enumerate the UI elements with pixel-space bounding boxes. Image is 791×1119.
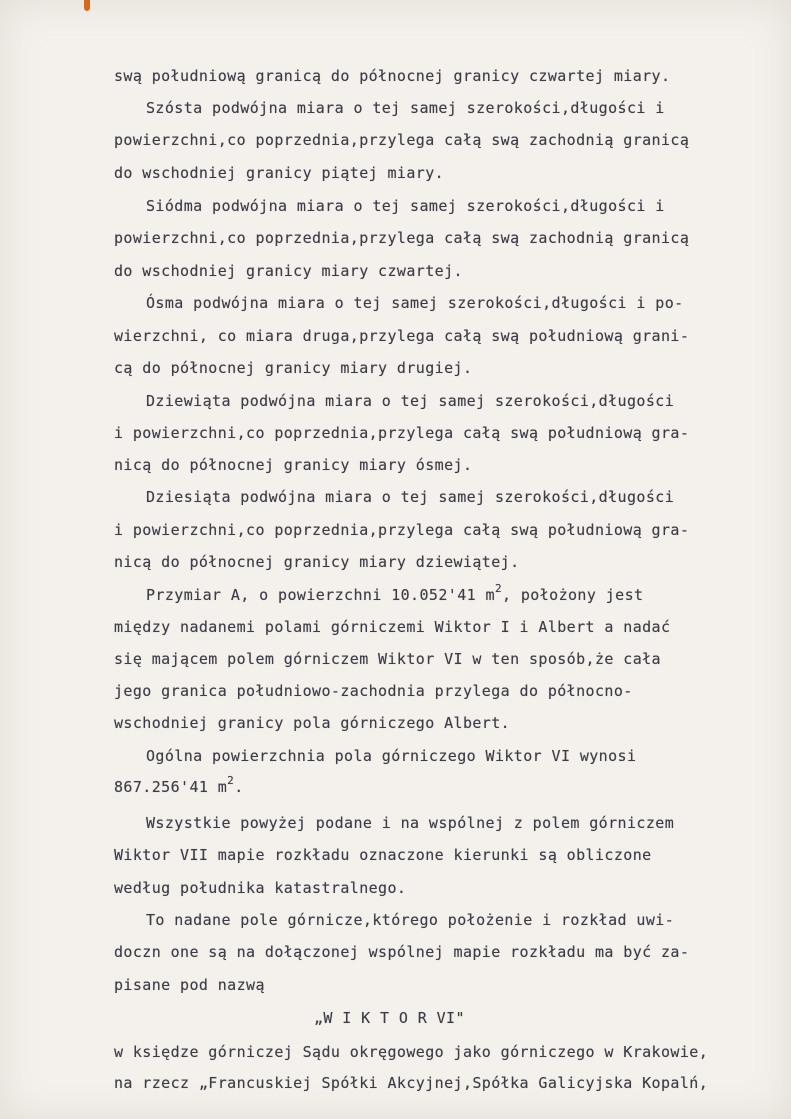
text-line	[114, 774, 244, 799]
text-segment: 867.256'41 m	[114, 778, 228, 796]
text-line: Ogólna powierzchnia pola górniczego Wiktor VI wynosi	[146, 747, 637, 765]
text-line: nicą do północnej granicy miary ósmej.	[114, 456, 473, 474]
text-line: wierzchni, co miara druga,przylega całą swą południową grani-	[114, 327, 690, 345]
document-title-name: „W I K T O R VI"	[314, 1009, 465, 1027]
text-line: Szósta podwójna miara o tej samej szerokości,długości i	[146, 99, 665, 117]
text-segment: Przymiar A, o powierzchni 10.052'41 m	[146, 586, 495, 604]
text-line: Wszystkie powyżej podane i na wspólnej z polem górniczem	[146, 814, 675, 832]
text-line: między nadanemi polami górniczemi Wiktor I i Albert a nadać	[114, 618, 671, 636]
text-line: się mającem polem górniczem Wiktor VI w ten sposób,że cała	[114, 650, 661, 668]
text-line: powierzchni,co poprzednia,przylega całą swą zachodnią granicą	[114, 229, 690, 247]
text-line: nicą do północnej granicy miary dziewiątej.	[114, 553, 520, 571]
text-line: To nadane pole górnicze,którego położenie i rozkład uwi-	[146, 911, 675, 929]
text-line: według południka katastralnego.	[114, 879, 407, 897]
text-line: Dziesiąta podwójna miara o tej samej szerokości,długości	[146, 488, 675, 506]
text-line: Wiktor VII mapie rozkładu oznaczone kierunki są obliczone	[114, 846, 652, 864]
corner-ink-mark	[84, 0, 90, 11]
text-line: i powierzchni,co poprzednia,przylega całą swą południową gra-	[114, 424, 690, 442]
text-line: powierzchni,co poprzednia,przylega całą swą zachodnią granicą	[114, 131, 690, 149]
text-segment: , położony jest	[501, 586, 644, 604]
text-line	[146, 582, 644, 607]
text-line: pisane pod nazwą	[114, 976, 265, 994]
text-line: do wschodniej granicy piątej miary.	[114, 164, 445, 182]
text-line: wschodniej granicy pola górniczego Albert.	[114, 714, 511, 732]
text-line: cą do północnej granicy miary drugiej.	[114, 359, 473, 377]
superscript: 2	[494, 582, 502, 595]
text-line: do wschodniej granicy miary czwartej.	[114, 262, 463, 280]
superscript: 2	[227, 774, 235, 787]
text-line: na rzecz „Francuskiej Spółki Akcyjnej,Spółka Galicyjska Kopalń,	[114, 1074, 709, 1092]
text-line: i powierzchni,co poprzednia,przylega całą swą południową gra-	[114, 521, 690, 539]
text-line: Siódma podwójna miara o tej samej szerokości,długości i	[146, 197, 665, 215]
text-segment: .	[234, 778, 244, 796]
text-line: doczn one są na dołączonej wspólnej mapie rozkładu ma być za-	[114, 943, 690, 961]
text-line: Ósma podwójna miara o tej samej szerokości,długości i po-	[146, 294, 684, 312]
text-line: swą południową granicą do północnej granicy czwartej miary.	[114, 67, 671, 85]
text-line: jego granica południowo-zachodnia przylega do północno-	[114, 682, 633, 700]
text-line: w księdze górniczej Sądu okręgowego jako górniczego w Krakowie,	[114, 1043, 709, 1061]
text-line: Dziewiąta podwójna miara o tej samej szerokości,długości	[146, 392, 675, 410]
